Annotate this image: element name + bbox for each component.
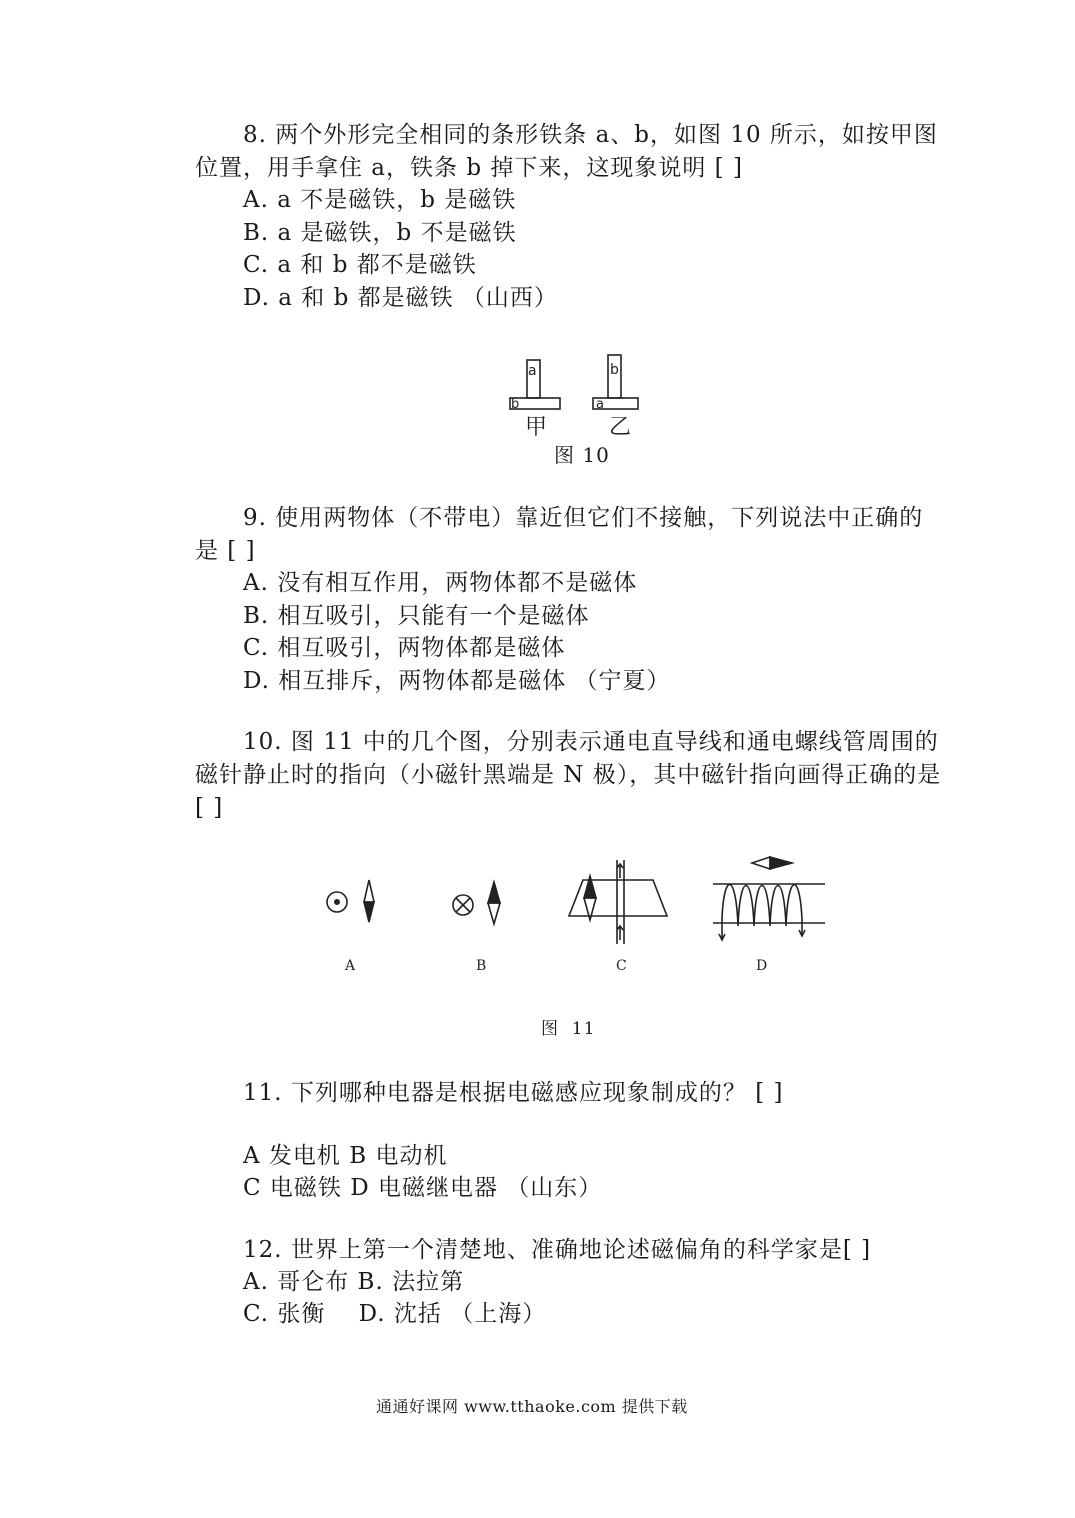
q10-line1: 10. 图 11 中的几个图，分别表示通电直导线和通电螺线管周围的	[243, 729, 939, 755]
figure-11-label-b: B	[476, 958, 487, 974]
label-yi: 乙	[609, 415, 632, 440]
figure-11-caption: 图 11	[541, 1019, 596, 1039]
figure-11-b	[453, 882, 500, 924]
bar-b-left-label: b	[511, 397, 520, 412]
q12-line1: 12. 世界上第一个清楚地、准确地论述磁偏角的科学家是[ ]	[243, 1237, 872, 1263]
bar-a-horizontal	[593, 398, 638, 409]
q12-option-ab: A. 哥仑布 B. 法拉第	[243, 1269, 465, 1295]
current-into-page-icon	[453, 895, 473, 915]
compass-needle-c-north	[584, 876, 596, 898]
figure-11-label-c: C	[616, 958, 627, 974]
figure-10-caption: 图 10	[554, 443, 610, 467]
board-trapezoid	[569, 880, 667, 916]
bar-b-horizontal	[510, 398, 560, 409]
bar-a-vertical	[527, 360, 540, 398]
q9-line2: 是 [ ]	[195, 538, 256, 564]
bar-a-label: a	[528, 363, 537, 379]
compass-needle-b-north	[488, 882, 500, 903]
compass-needle-c-south	[584, 898, 596, 920]
bar-a-right-label: a	[596, 397, 604, 412]
compass-needle-a-south	[364, 902, 374, 922]
q9-option-a: A. 没有相互作用，两物体都不是磁体	[243, 570, 638, 596]
bar-b-label: b	[610, 362, 619, 378]
figure-11-c	[569, 860, 667, 944]
q12-option-cd: C. 张衡 D. 沈括 （上海）	[243, 1301, 547, 1327]
compass-needle-d-south	[752, 857, 770, 869]
page-footer: 通通好课网 www.tthaoke.com 提供下载	[376, 1397, 688, 1416]
q9-option-d: D. 相互排斥，两物体都是磁体 （宁夏）	[243, 668, 671, 694]
figure-11-label-a: A	[345, 958, 356, 974]
figure-11-a	[327, 880, 374, 922]
q8-line2: 位置，用手拿住 a，铁条 b 掉下来，这现象说明 [ ]	[195, 155, 743, 181]
q8-line1: 8. 两个外形完全相同的条形铁条 a、b，如图 10 所示，如按甲图	[243, 122, 938, 148]
q10-line2: 磁针静止时的指向（小磁针黑端是 N 极），其中磁针指向画得正确的是	[195, 762, 942, 788]
q11-option-ab: A 发电机 B 电动机	[243, 1143, 448, 1169]
q8-option-b: B. a 是磁铁，b 不是磁铁	[243, 220, 517, 246]
compass-needle-b-south	[488, 903, 500, 924]
q8-option-a: A. a 不是磁铁，b 是磁铁	[243, 187, 517, 213]
q8-option-c: C. a 和 b 都不是磁铁	[243, 252, 477, 278]
bar-b-vertical	[608, 355, 621, 398]
figure-11-label-d: D	[756, 958, 768, 974]
figure-11-d	[713, 857, 825, 940]
solenoid-coil	[722, 884, 802, 940]
q11-line1: 11. 下列哪种电器是根据电磁感应现象制成的？ [ ]	[243, 1080, 784, 1106]
q9-line1: 9. 使用两物体（不带电）靠近但它们不接触，下列说法中正确的	[243, 505, 924, 531]
q11-option-cd: C 电磁铁 D 电磁继电器 （山东）	[243, 1175, 603, 1201]
compass-needle-a-north	[364, 880, 374, 902]
q10-line3: [ ]	[195, 795, 224, 821]
current-out-of-page-icon	[327, 892, 347, 912]
label-jia: 甲	[525, 415, 548, 440]
compass-needle-d-north	[770, 857, 792, 869]
q9-option-c: C. 相互吸引，两物体都是磁体	[243, 635, 566, 661]
q9-option-b: B. 相互吸引，只能有一个是磁体	[243, 603, 590, 629]
q8-option-d: D. a 和 b 都是磁铁 （山西）	[243, 285, 558, 311]
